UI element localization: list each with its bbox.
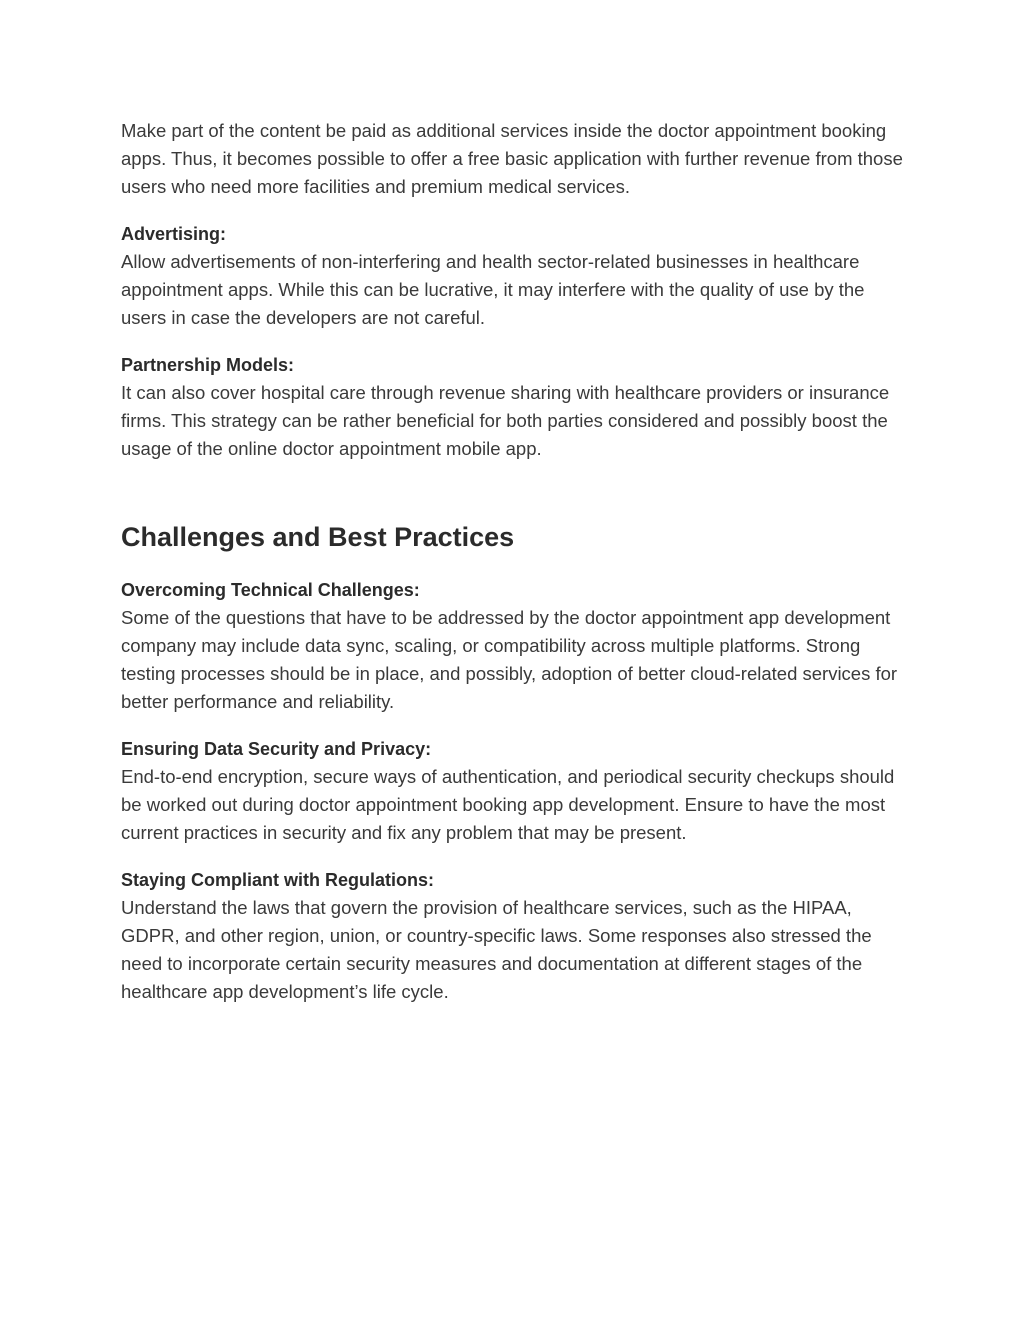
intro-paragraph: Make part of the content be paid as additional services inside the doctor appointment booking apps. Thus, it becomes possible to offer a free basic application with further revenue from those users who need more facilities and premium medical services. <box>121 120 903 197</box>
data-security-section <box>121 735 911 847</box>
compliance-heading: Staying Compliant with Regulations: <box>121 870 435 890</box>
compliance-paragraph <box>121 866 911 1006</box>
data-security-paragraph <box>121 735 911 847</box>
technical-challenges-heading: Overcoming Technical Challenges: <box>121 580 420 600</box>
advertising-heading: Advertising: <box>121 224 227 244</box>
advertising-section <box>121 220 911 332</box>
technical-challenges-paragraph <box>121 576 911 716</box>
compliance-section <box>121 866 911 1006</box>
document-page <box>121 117 911 1025</box>
advertising-text: Allow advertisements of non-interfering and health sector-related businesses in healthcare appointment apps. While this can be lucrative, it may interfere with the quality of use by the users in case the developers are not careful. <box>121 251 865 328</box>
data-security-text: End-to-end encryption, secure ways of authentication, and periodical security checkups should be worked out during doctor appointment booking app development. Ensure to have the most current practices in security and fix any problem that may be present. <box>121 766 895 843</box>
partnership-section <box>121 351 911 463</box>
intro-section <box>121 117 911 201</box>
technical-challenges-text: Some of the questions that have to be addressed by the doctor appointment app development company may include data sync, scaling, or compatibility across multiple platforms. Strong testing processes should be in place, and possibly, adoption of better cloud-related services for better performance and reliability. <box>121 607 898 712</box>
partnership-text: It can also cover hospital care through revenue sharing with healthcare providers or insurance firms. This strategy can be rather beneficial for both parties considered and possibly boost the usage of the online doctor appointment mobile app. <box>121 382 890 459</box>
section-heading-challenges: Challenges and Best Practices <box>121 522 515 552</box>
partnership-paragraph <box>121 351 911 463</box>
technical-challenges-section <box>121 576 911 716</box>
compliance-text: Understand the laws that govern the provision of healthcare services, such as the HIPAA, GDPR, and other region, union, or country-specific laws. Some responses also stressed the need to incorporate certain security measures and documentation at different stages of the healthcare app development’s life cycle. <box>121 897 872 1002</box>
partnership-heading: Partnership Models: <box>121 355 295 375</box>
advertising-paragraph <box>121 220 911 332</box>
data-security-heading: Ensuring Data Security and Privacy: <box>121 739 432 759</box>
